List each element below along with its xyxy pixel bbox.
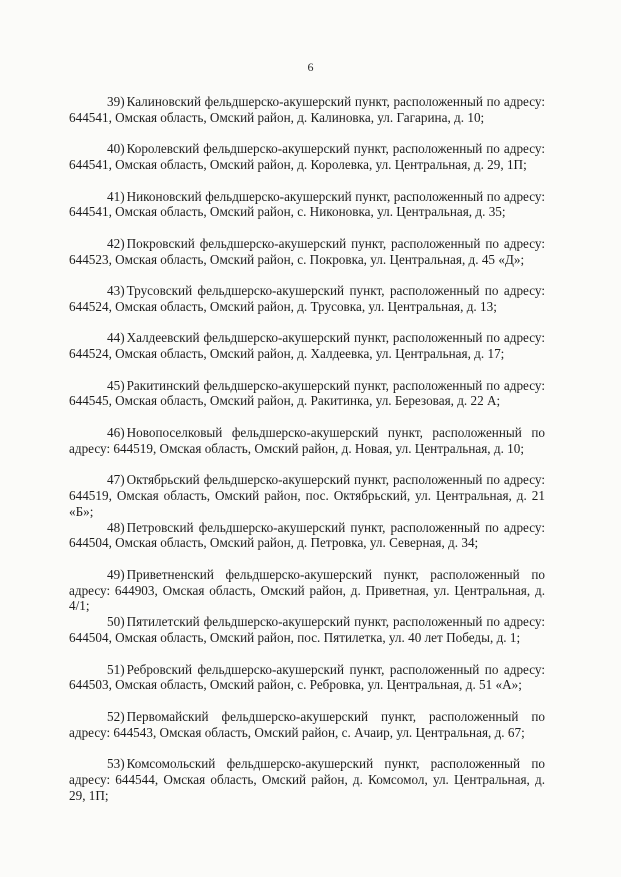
list-item <box>69 614 545 661</box>
item-number: 53) <box>107 756 125 772</box>
item-number: 49) <box>107 566 125 582</box>
list-item <box>69 330 545 377</box>
list-item <box>69 189 545 236</box>
item-number: 51) <box>107 661 125 677</box>
item-text: Ракитинский фельдшерско-акушерский пункт, расположенный по адресу: 644545, Омская область, Омский район, д. Ракитинка, ул. Березовая, д. 22 А; <box>69 377 545 409</box>
item-number: 52) <box>107 708 125 724</box>
item-number: 45) <box>107 377 125 393</box>
item-number: 42) <box>107 235 125 251</box>
item-number: 43) <box>107 283 125 299</box>
item-text: Трусовский фельдшерско-акушерский пункт, расположенный по адресу: 644524, Омская область, Омский район, д. Трусовка, ул. Центральная, д. 13; <box>69 283 545 314</box>
item-number: 40) <box>107 141 125 157</box>
list-item <box>69 472 545 519</box>
list-item <box>69 662 545 709</box>
item-text: Октябрьский фельдшерско-акушерский пункт, расположенный по адресу: 644519, Омская область, Омский район, пос. Октябрьский, ул. Центральная, д. 21 «Б»; <box>69 472 545 519</box>
list-item <box>69 378 545 425</box>
list-item <box>69 236 545 283</box>
item-number: 39) <box>107 94 125 109</box>
fap-list <box>69 94 545 803</box>
page-number: 6 <box>307 60 314 74</box>
item-number: 50) <box>107 614 125 630</box>
list-item <box>69 283 545 330</box>
item-text: Никоновский фельдшерско-акушерский пункт, расположенный по адресу: 644541, Омская область, Омский район, с. Никоновка, ул. Центральная, д. 35; <box>69 188 545 220</box>
item-text: Калиновский фельдшерско-акушерский пункт, расположенный по адресу: 644541, Омская область, Омский район, д. Калиновка, ул. Гагарина, д. 10; <box>69 94 545 125</box>
item-number: 44) <box>107 330 125 346</box>
item-text: Покровский фельдшерско-акушерский пункт, расположенный по адресу: 644523, Омская область, Омский район, с. Покровка, ул. Центральная, д. 45 «Д»; <box>69 235 545 267</box>
item-number: 46) <box>107 425 125 441</box>
item-text: Королевский фельдшерско-акушерский пункт, расположенный по адресу: 644541, Омская область, Омский район, д. Королевка, ул. Центральная, д. 29, 1П; <box>69 141 545 172</box>
item-number: 41) <box>107 188 125 204</box>
item-text: Халдеевский фельдшерско-акушерский пункт, расположенный по адресу: 644524, Омская область, Омский район, д. Халдеевка, ул. Центральная, д. 17; <box>69 330 545 362</box>
item-text: Комсомольский фельдшерско-акушерский пункт, расположенный по адресу: 644544, Омская область, Омский район, д. Комсомол, ул. Центральная, д. 29, 1П; <box>69 756 545 803</box>
list-item <box>69 756 545 803</box>
item-text: Ребровский фельдшерско-акушерский пункт, расположенный по адресу: 644503, Омская область, Омский район, с. Ребровка, ул. Центральная, д. 51 «А»; <box>69 661 545 693</box>
list-item <box>69 709 545 756</box>
item-text: Первомайский фельдшерско-акушерский пункт, расположенный по адресу: 644543, Омская область, Омский район, с. Ачаир, ул. Центральная, д. 67; <box>69 708 545 740</box>
list-item <box>69 425 545 472</box>
item-text: Новопоселковый фельдшерско-акушерский пункт, расположенный по адресу: 644519, Омская область, Омский район, д. Новая, ул. Центральная, д. 10; <box>69 425 545 456</box>
item-number: 48) <box>107 519 125 535</box>
list-item <box>69 520 545 567</box>
item-text: Пятилетский фельдшерско-акушерский пункт, расположенный по адресу: 644504, Омская область, Омский район, пос. Пятилетка, ул. 40 лет Победы, д. 1; <box>69 614 545 645</box>
item-text: Приветненский фельдшерско-акушерский пункт, расположенный по адресу: 644903, Омская область, Омский район, д. Приветная, ул. Центральная, д. 4/1; <box>69 566 545 614</box>
list-item <box>69 567 545 614</box>
list-item <box>69 141 545 188</box>
item-number: 47) <box>107 472 125 488</box>
item-text: Петровский фельдшерско-акушерский пункт, расположенный по адресу: 644504, Омская область, Омский район, д. Петровка, ул. Северная, д. 34; <box>69 519 545 551</box>
list-item <box>69 94 545 141</box>
